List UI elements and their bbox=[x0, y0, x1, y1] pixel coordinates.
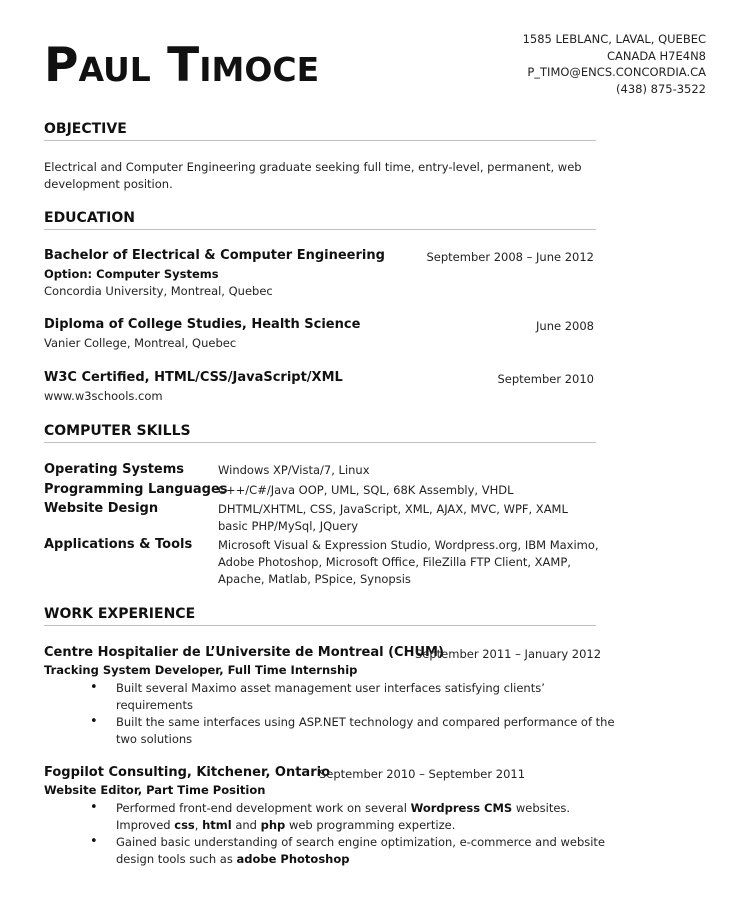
bullet-icon: • bbox=[90, 714, 98, 729]
job-bullet-text: Built the same interfaces using ASP.NET technology and compared performance of the bbox=[116, 715, 615, 729]
skill-label: Programming Languages bbox=[44, 482, 228, 497]
text-run-bold: adobe Photoshop bbox=[236, 852, 350, 866]
education-title: W3C Certified, HTML/CSS/JavaScript/XML bbox=[44, 370, 343, 385]
skill-value: Microsoft Visual & Expression Studio, Wordpress.org, IBM Maximo, bbox=[218, 538, 599, 552]
job-bullet-text bbox=[116, 817, 455, 834]
text-run: , bbox=[194, 818, 203, 832]
education-school: Vanier College, Montreal, Quebec bbox=[44, 336, 237, 350]
job-date: September 2010 – September 2011 bbox=[319, 767, 526, 781]
skill-value: Windows XP/Vista/7, Linux bbox=[218, 463, 370, 477]
text-run: Improved bbox=[116, 818, 175, 832]
contact-phone: (438) 875-3522 bbox=[616, 81, 706, 96]
skill-value: DHTML/XHTML, CSS, JavaScript, XML, AJAX, MVC, WPF, XAML bbox=[218, 502, 568, 516]
skill-label: Operating Systems bbox=[44, 462, 185, 477]
job-employer: Centre Hospitalier de L’Universite de Montreal (CHUM) bbox=[44, 645, 444, 660]
education-link[interactable]: www.w3schools.com bbox=[44, 389, 163, 403]
bullet-icon: • bbox=[90, 800, 98, 815]
education-school: Concordia University, Montreal, Quebec bbox=[44, 284, 273, 298]
text-run: web programming expertize. bbox=[285, 818, 456, 832]
candidate-name: Paul Timoce bbox=[44, 38, 320, 93]
education-date: September 2008 – June 2012 bbox=[426, 250, 594, 264]
bullet-icon: • bbox=[90, 834, 98, 849]
text-run-bold: css bbox=[174, 818, 195, 832]
skill-value: C++/C#/Java OOP, UML, SQL, 68K Assembly, VHDL bbox=[218, 483, 514, 497]
job-bullet-text: requirements bbox=[116, 698, 193, 712]
skill-value: Apache, Matlab, PSpice, Synopsis bbox=[218, 572, 411, 586]
job-bullet-text: two solutions bbox=[116, 732, 193, 746]
text-run-bold: Wordpress CMS bbox=[410, 801, 513, 815]
job-bullet-text: Built several Maximo asset management user interfaces satisfying clients’ bbox=[116, 681, 545, 695]
job-role: Tracking System Developer, Full Time Internship bbox=[44, 663, 358, 677]
contact-region: CANADA H7E4N8 bbox=[606, 48, 706, 63]
objective-line-1: Electrical and Computer Engineering graduate seeking full time, entry-level, permanent, web bbox=[44, 160, 582, 174]
education-option: Option: Computer Systems bbox=[44, 267, 219, 281]
skill-label: Website Design bbox=[44, 501, 159, 516]
skill-value: basic PHP/MySql, JQuery bbox=[218, 519, 359, 533]
bullet-icon: • bbox=[90, 680, 98, 695]
education-title: Diploma of College Studies, Health Science bbox=[44, 317, 361, 332]
objective-line-2: development position. bbox=[44, 177, 173, 191]
contact-street: 1585 LEBLANC, LAVAL, QUEBEC bbox=[522, 32, 706, 46]
education-title: Bachelor of Electrical & Computer Engineering bbox=[44, 248, 385, 263]
objective-heading: OBJECTIVE bbox=[44, 121, 596, 141]
text-run: design tools such as bbox=[116, 852, 237, 866]
skill-value: Adobe Photoshop, Microsoft Office, FileZilla FTP Client, XAMP, bbox=[218, 555, 571, 569]
text-run: and bbox=[231, 818, 261, 832]
education-date: June 2008 bbox=[536, 319, 594, 333]
text-run-bold: php bbox=[260, 818, 286, 832]
job-bullet-text bbox=[116, 851, 350, 868]
skills-heading: COMPUTER SKILLS bbox=[44, 423, 596, 443]
job-date: September 2011 – January 2012 bbox=[415, 647, 602, 661]
job-bullet-text: Gained basic understanding of search engine optimization, e-commerce and website bbox=[116, 835, 606, 849]
text-run-bold: html bbox=[202, 818, 232, 832]
contact-block bbox=[523, 31, 706, 97]
text-run: Performed front-end development work on several bbox=[116, 801, 411, 815]
skill-label: Applications & Tools bbox=[44, 537, 193, 552]
contact-email[interactable]: P_TIMO@ENCS.CONCORDIA.CA bbox=[527, 65, 706, 79]
job-employer: Fogpilot Consulting, Kitchener, Ontario bbox=[44, 765, 330, 780]
job-role: Website Editor, Part Time Position bbox=[44, 783, 266, 797]
work-heading: WORK EXPERIENCE bbox=[44, 606, 596, 626]
job-bullet-text bbox=[116, 800, 570, 817]
education-heading: EDUCATION bbox=[44, 210, 596, 230]
text-run: websites. bbox=[512, 801, 571, 815]
education-date: September 2010 bbox=[497, 372, 594, 386]
